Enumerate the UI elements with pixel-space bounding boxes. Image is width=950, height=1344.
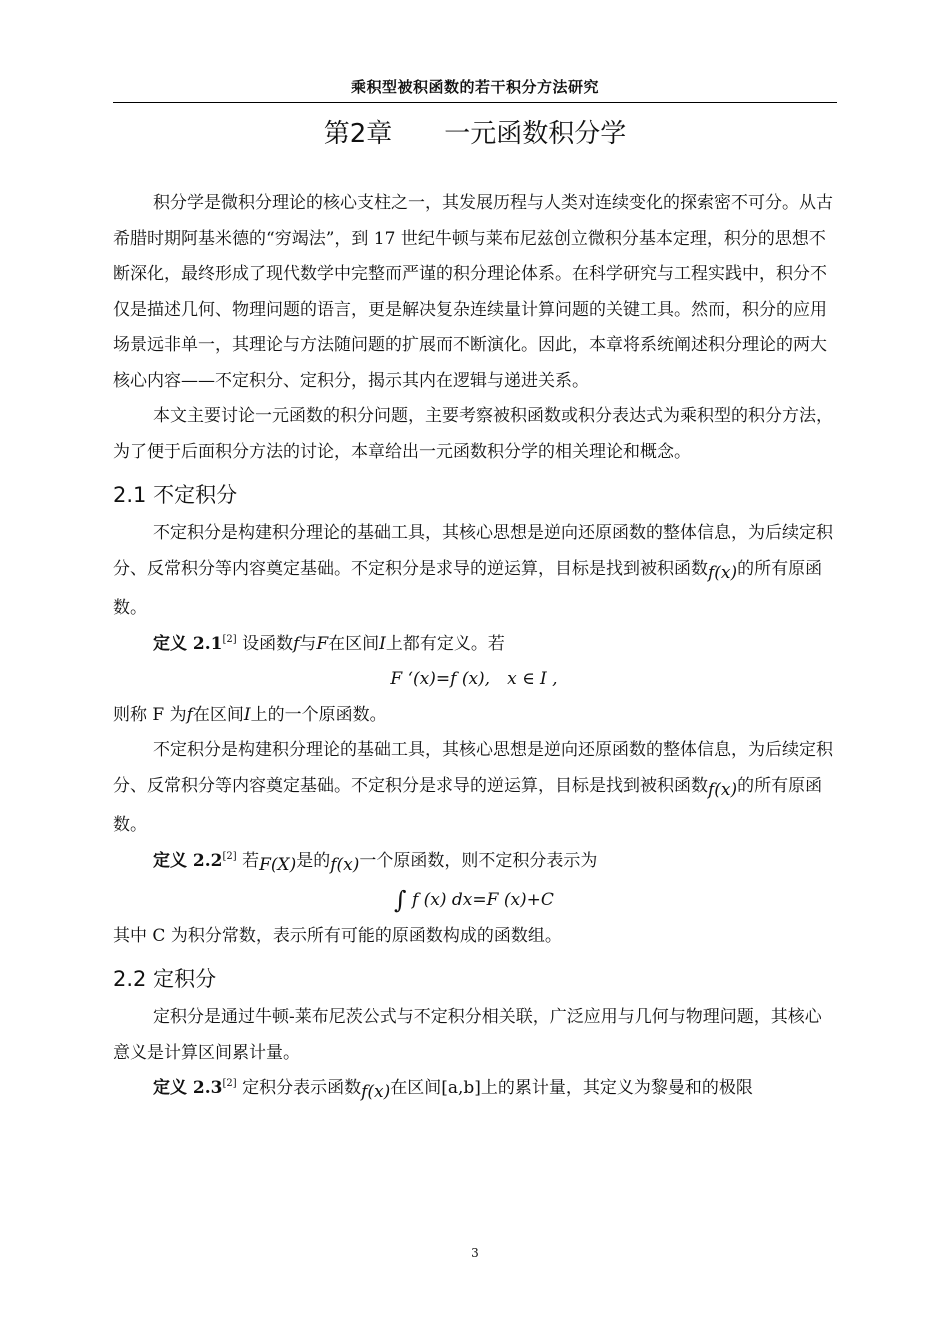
formula-indefinite-integral (113, 883, 835, 919)
section-heading-2-1: 2.1 不定积分 (113, 483, 238, 507)
text: 一个原函数，则不定积分表示为 (359, 850, 598, 871)
indefinite-paragraph-2 (113, 733, 835, 844)
text: 在区间 (192, 704, 244, 725)
text: 若 (236, 850, 260, 871)
math-I: I (379, 633, 386, 654)
header-rule (113, 102, 837, 103)
citation-ref: [2] (222, 850, 237, 862)
running-header: 乘积型被积函数的若干积分方法研究 (350, 78, 599, 96)
text: 在区间[a,b]上的累计量，其定义为黎曼和的极限 (390, 1078, 753, 1098)
antiderivative-conclusion (113, 698, 835, 734)
text: 在区间 (328, 633, 380, 654)
definition-label: 定义 2.2 (153, 850, 223, 871)
math-FX: F(X) (259, 854, 297, 875)
text: 上的一个原函数。 (250, 704, 387, 725)
page-content (113, 186, 835, 1111)
definition-2-2 (113, 844, 835, 884)
math-f: f (293, 633, 300, 654)
page-number: 3 (471, 1246, 479, 1260)
math-f: f (186, 704, 193, 725)
citation-ref: [2] (222, 1078, 237, 1089)
indefinite-paragraph-1 (113, 516, 835, 627)
intro-paragraph-1: 积分学是微积分理论的核心支柱之一，其发展历程与人类对连续变化的探索密不可分。从古希腊时期阿基米德的“穷竭法”，到 17 世纪牛顿与莱布尼兹创立微积分基本定理，积分的思想不断深化，最终形成了现代数学中完整而严谨的积分理论体系。在科学研究与工程实践中，积分不仅是描述几何、物理问题的语言，更是解决复杂连续量计算问题的关键工具。然而，积分的应用场景远非单一，其理论与方法随问题的扩展而不断演化。因此，本章将系统阐述积分理论的两大核心内容——不定积分、定积分，揭示其内在逻辑与递进关系。 (113, 193, 833, 391)
formula-antiderivative: F ‘(x)=f (x), x ∈ I , (390, 669, 558, 689)
text: 与 (299, 633, 317, 654)
text: 的所有原函数。 (113, 775, 823, 835)
definition-label: 定义 2.3 (153, 1078, 223, 1098)
text: 的所有原函数。 (113, 558, 823, 618)
math-I: I (243, 704, 251, 725)
definition-2-3 (113, 1071, 835, 1111)
text: 定积分表示函数 (236, 1078, 362, 1098)
text: 上都有定义。若 (385, 633, 505, 654)
math-fx: f(x) (708, 562, 738, 583)
text: 则称 F 为 (113, 704, 187, 725)
intro-paragraph-2: 本文主要讨论一元函数的积分问题，主要考察被积函数或积分表达式为乘积型的积分方法，为了便于后面积分方法的讨论，本章给出一元函数积分学的相关理论和概念。 (113, 406, 833, 462)
definite-paragraph-1: 定积分是通过牛顿-莱布尼茨公式与不定积分相关联，广泛应用与几何与物理问题，其核心意义是计算区间累计量。 (113, 1007, 822, 1063)
math-fx: f(x) (330, 854, 360, 875)
section-heading-2-2: 2.2 定积分 (113, 967, 217, 991)
definition-label: 定义 2.1 (153, 633, 223, 654)
text: 不定积分是构建积分理论的基础工具，其核心思想是逆向还原函数的整体信息，为后续定积分、反常积分等内容奠定基础。不定积分是求导的逆运算，目标是找到被积函数 (113, 740, 833, 796)
integral-expression: f (x) dx=F (x)+C (411, 890, 554, 910)
definition-2-1 (113, 627, 835, 663)
integration-constant-note: 其中 C 为积分常数，表示所有可能的原函数构成的函数组。 (113, 925, 562, 946)
text: 设函数 (236, 633, 294, 654)
text: 不定积分是构建积分理论的基础工具，其核心思想是逆向还原函数的整体信息，为后续定积分、反常积分等内容奠定基础。不定积分是求导的逆运算，目标是找到被积函数 (113, 523, 833, 579)
math-F: F (316, 633, 329, 654)
integral-sign: ∫ (394, 886, 407, 914)
citation-ref: [2] (222, 633, 237, 645)
chapter-title: 第2章 一元函数积分学 (323, 119, 627, 149)
text: 是的 (296, 850, 331, 871)
math-fx: f(x) (708, 779, 738, 800)
math-fx: f(x) (361, 1082, 391, 1102)
